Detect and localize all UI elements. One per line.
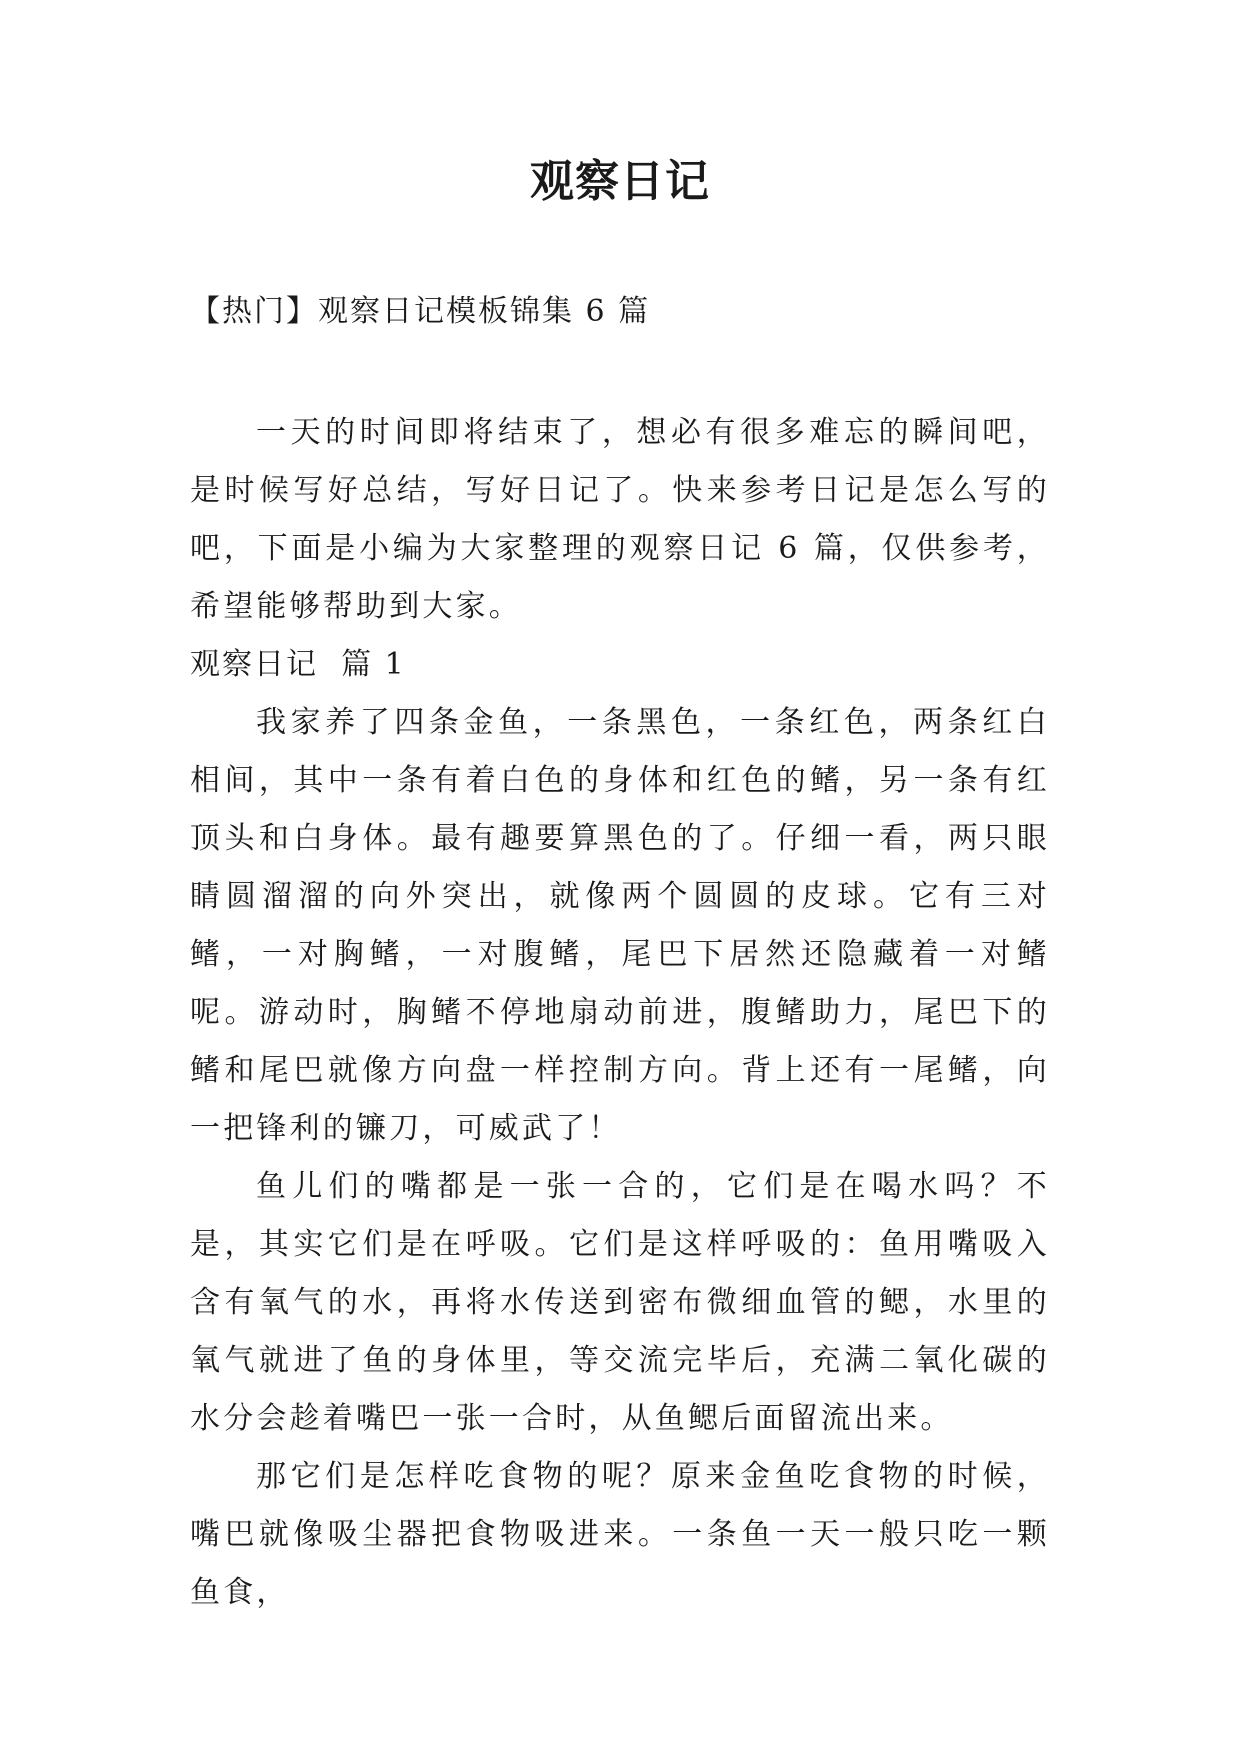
intro-paragraph: 一天的时间即将结束了，想必有很多难忘的瞬间吧，是时候写好总结，写好日记了。快来参考日记是怎么写的吧，下面是小编为大家整理的观察日记 6 篇，仅供参考，希望能够帮助到大家。	[190, 415, 1050, 624]
body-paragraph: 鱼儿们的嘴都是一张一合的，它们是在喝水吗？不是，其实它们是在呼吸。它们是这样呼吸的：鱼用嘴吸入含有氧气的水，再将水传送到密布微细血管的鳃，水里的氧气就进了鱼的身体里，等交流完毕后，充满二氧化碳的水分会趁着嘴巴一张一合时，从鱼鳃后面留流出来。	[190, 1169, 1050, 1436]
document-title: 观察日记	[530, 156, 710, 207]
body-paragraph: 那它们是怎样吃食物的呢？原来金鱼吃食物的时候，嘴巴就像吸尘器把食物吸进来。一条鱼一天一般只吃一颗鱼食，	[190, 1459, 1050, 1610]
document-body	[190, 404, 1050, 1622]
document-subtitle: 【热门】观察日记模板锦集 6 篇	[190, 294, 651, 329]
body-paragraph: 我家养了四条金鱼，一条黑色，一条红色，两条红白相间，其中一条有着白色的身体和红色的鳍，另一条有红顶头和白身体。最有趣要算黑色的了。仔细一看，两只眼睛圆溜溜的向外突出，就像两个圆圆的皮球。它有三对鳍，一对胸鳍，一对腹鳍，尾巴下居然还隐藏着一对鳍呢。游动时，胸鳍不停地扇动前进，腹鳍助力，尾巴下的鳍和尾巴就像方向盘一样控制方向。背上还有一尾鳍，向一把锋利的镰刀，可威武了！	[190, 705, 1050, 1146]
section-heading: 观察日记 篇 1	[190, 647, 406, 682]
